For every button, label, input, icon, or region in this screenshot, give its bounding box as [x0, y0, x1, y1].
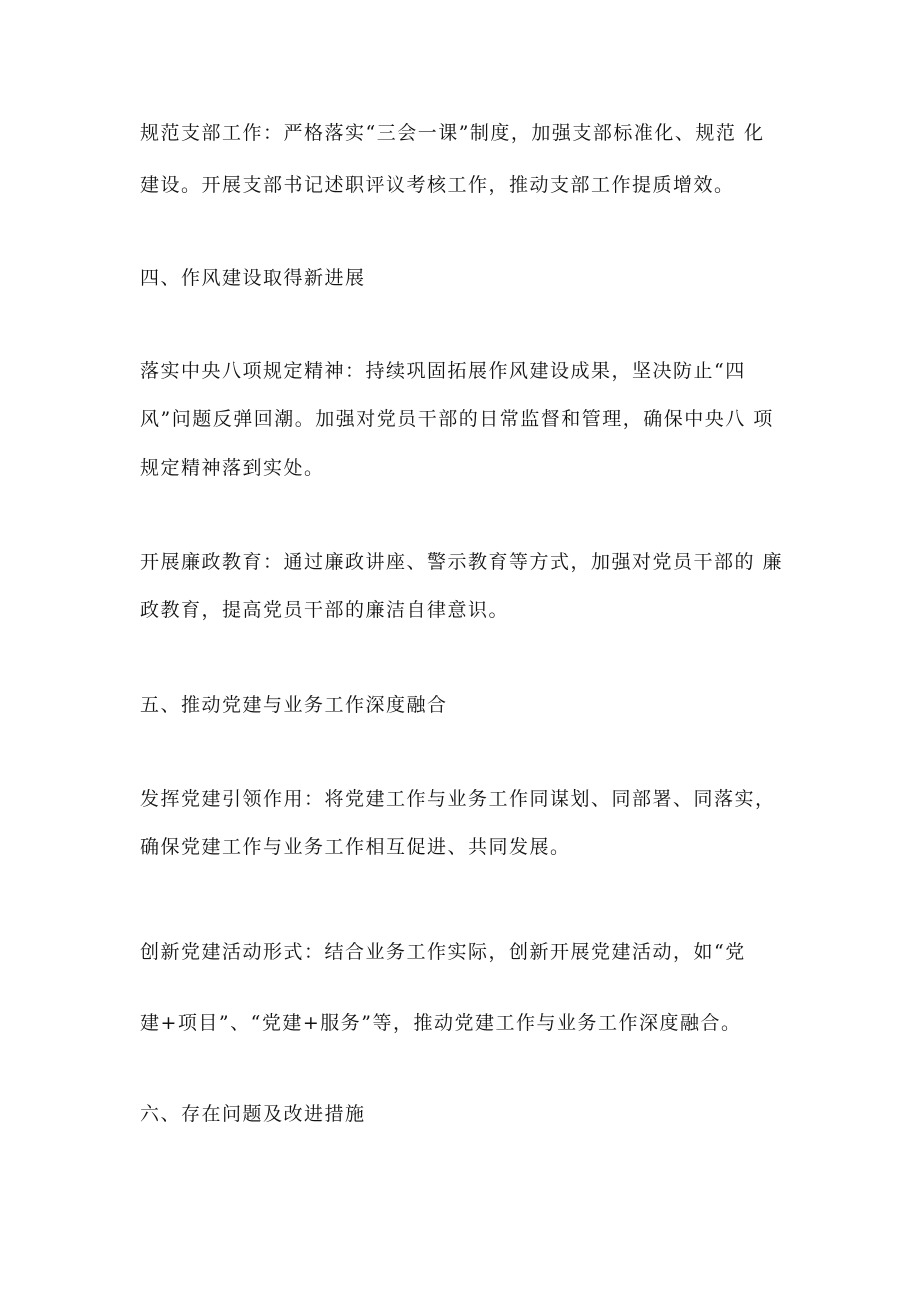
paragraph-line: 规定精神落到实处。 [140, 457, 325, 479]
paragraph-line: 风”问题反弹回潮。加强对党员干部的日常监督和管理，确保中央八 项 [140, 408, 774, 430]
paragraph-line: 建+项目”、“党建+服务”等，推动党建工作与业务工作深度融合。 [140, 1012, 742, 1034]
paragraph-line: 政教育，提高党员干部的廉洁自律意识。 [140, 599, 510, 621]
section-heading-6: 六、存在问题及改进措施 [140, 1103, 366, 1125]
section-heading-5: 五、推动党建与业务工作深度融合 [140, 694, 448, 716]
section-heading-4: 四、作风建设取得新进展 [140, 267, 366, 289]
paragraph-line: 落实中央八项规定精神：持续巩固拓展作风建设成果，坚决防止“四 [140, 360, 746, 382]
paragraph-line: 发挥党建引领作用：将党建工作与业务工作同谋划、同部署、同落实， [140, 788, 776, 810]
paragraph-line: 确保党建工作与业务工作相互促进、共同发展。 [140, 836, 571, 858]
paragraph-line: 开展廉政教育：通过廉政讲座、警示教育等方式，加强对党员干部的 廉 [140, 551, 784, 573]
paragraph-line: 建设。开展支部书记述职评议考核工作，推动支部工作提质增效。 [140, 174, 735, 196]
paragraph-line: 规范支部工作：严格落实“三会一课”制度，加强支部标准化、规范 化 [140, 122, 765, 144]
paragraph-line: 创新党建活动形式：结合业务工作实际，创新开展党建活动，如“党 [140, 941, 746, 963]
